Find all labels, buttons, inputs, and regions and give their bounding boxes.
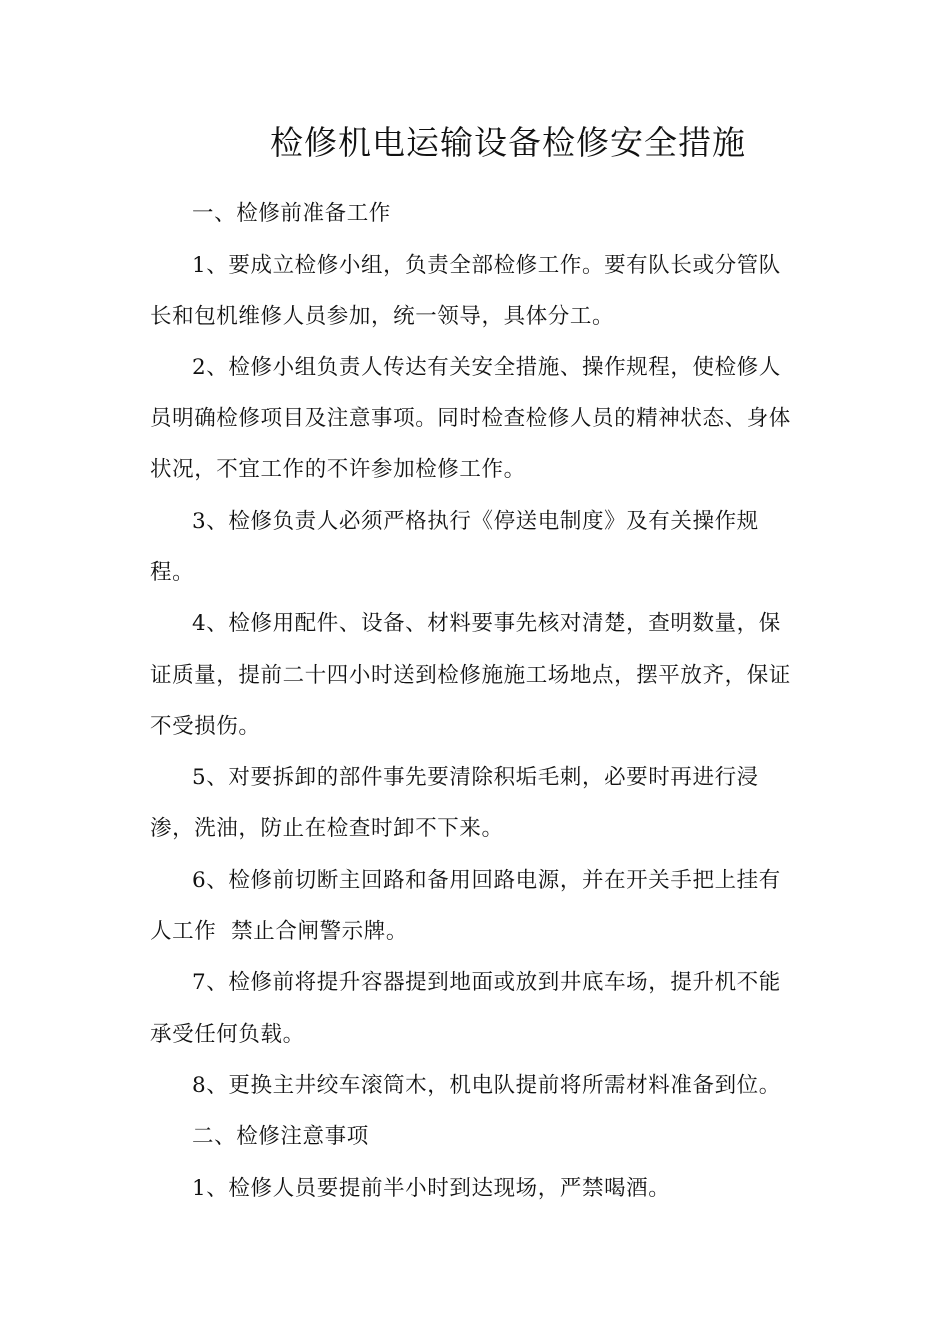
paragraph-line: 5、对要拆卸的部件事先要清除积垢毛刺，必要时再进行浸	[192, 765, 759, 790]
paragraph-line: 证质量，提前二十四小时送到检修施施工场地点，摆平放齐，保证	[150, 663, 791, 688]
paragraph-line: 状况，不宜工作的不许参加检修工作。	[150, 457, 526, 482]
paragraph-line: 3、检修负责人必须严格执行《停送电制度》及有关操作规	[192, 509, 759, 534]
paragraph-line: 员明确检修项目及注意事项。同时检查检修人员的精神状态、身体	[150, 406, 791, 431]
section-heading-preparation: 一、检修前准备工作	[192, 201, 391, 226]
document-title: 检修机电运输设备检修安全措施	[270, 123, 746, 162]
paragraph-line: 7、检修前将提升容器提到地面或放到井底车场，提升机不能	[192, 970, 781, 995]
paragraph-line: 渗，洗油，防止在检查时卸不下来。	[150, 816, 504, 841]
paragraph-line: 长和包机维修人员参加，统一领导，具体分工。	[150, 304, 615, 329]
paragraph-line: 不受损伤。	[150, 714, 261, 739]
paragraph-line: 1、检修人员要提前半小时到达现场，严禁喝酒。	[192, 1176, 671, 1201]
paragraph-line: 4、检修用配件、设备、材料要事先核对清楚，查明数量，保	[192, 611, 781, 636]
paragraph-line: 6、检修前切断主回路和备用回路电源，并在开关手把上挂有	[192, 868, 781, 893]
paragraph-line: 2、检修小组负责人传达有关安全措施、操作规程，使检修人	[192, 355, 781, 380]
paragraph-line: 程。	[150, 560, 195, 585]
paragraph-line: 承受任何负载。	[150, 1022, 305, 1047]
paragraph-line: 人工作 禁止合闸警示牌。	[150, 919, 408, 944]
paragraph-line: 8、更换主井绞车滚筒木，机电队提前将所需材料准备到位。	[192, 1073, 781, 1098]
paragraph-line: 1、要成立检修小组，负责全部检修工作。要有队长或分管队	[192, 253, 781, 278]
section-heading-precautions: 二、检修注意事项	[192, 1124, 369, 1149]
